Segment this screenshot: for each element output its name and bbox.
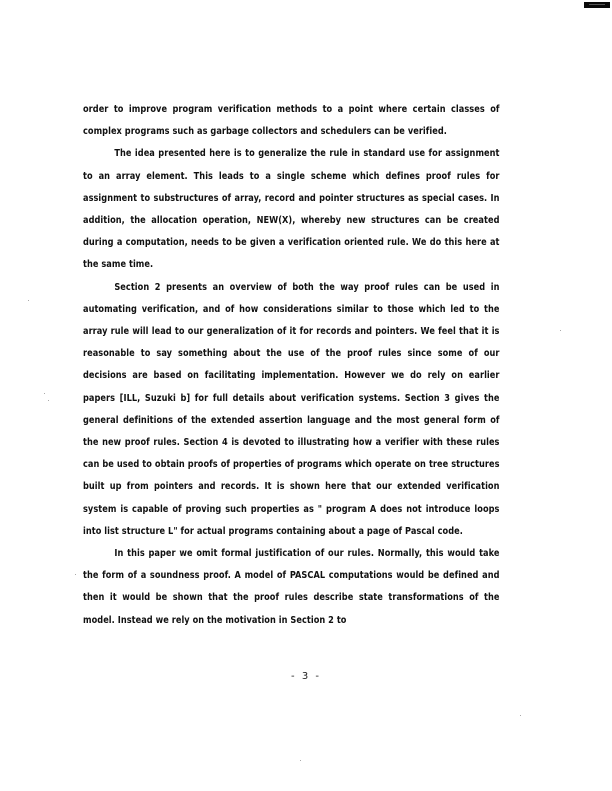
scan-speck (520, 715, 521, 716)
document-body (83, 99, 508, 632)
scan-speck (48, 400, 49, 401)
scan-corner-mark (584, 2, 610, 8)
paragraph-1: order to improve program verification methods to a point where certain classes of complex programs such as garbage collectors and schedulers can be verified. (83, 104, 500, 138)
scan-speck (300, 760, 301, 761)
scan-speck (44, 393, 45, 394)
paragraph-2: The idea presented here is to generalize the rule in standard use for assignment to an array element. This leads to a single scheme which defines proof rules for assignment to substructures of array, record and pointer structures as special cases. In addition, the allocation operation, NEW(X), whereby new structures can be created during a computation, needs to be given a verification oriented rule. We do this here at the same time. (83, 148, 500, 271)
paragraph-4: In this paper we omit formal justification of our rules. Normally, this would take the form of a soundness proof. A model of PASCAL computations would be defined and then it would be shown that the proof rules describe state transformations of the model. Instead we rely on the motivation in Section 2 to (83, 548, 500, 626)
scan-speck (28, 300, 29, 301)
scan-speck (75, 574, 76, 575)
page-number: - 3 - (291, 671, 321, 682)
paragraph-3: Section 2 presents an overview of both the way proof rules can be used in automating verification, and of how considerations similar to those which led to the array rule will lead to our generalization of it for records and pointers. We feel that it is reasonable to say something about the use of the proof rules since some of our decisions are based on facilitating implementation. However we do rely on earlier papers [ILL, Suzuki b] for full details about verification systems. Section 3 gives the general definitions of the extended assertion language and the most general form of the new proof rules. Section 4 is devoted to illustrating how a verifier with these rules can be used to obtain proofs of properties of programs which operate on tree structures built up from pointers and records. It is shown here that our extended verification system is capable of proving such properties as " program A does not introduce loops into list structure L" for actual programs containing about a page of Pascal code. (83, 281, 500, 537)
scan-speck (560, 330, 561, 331)
